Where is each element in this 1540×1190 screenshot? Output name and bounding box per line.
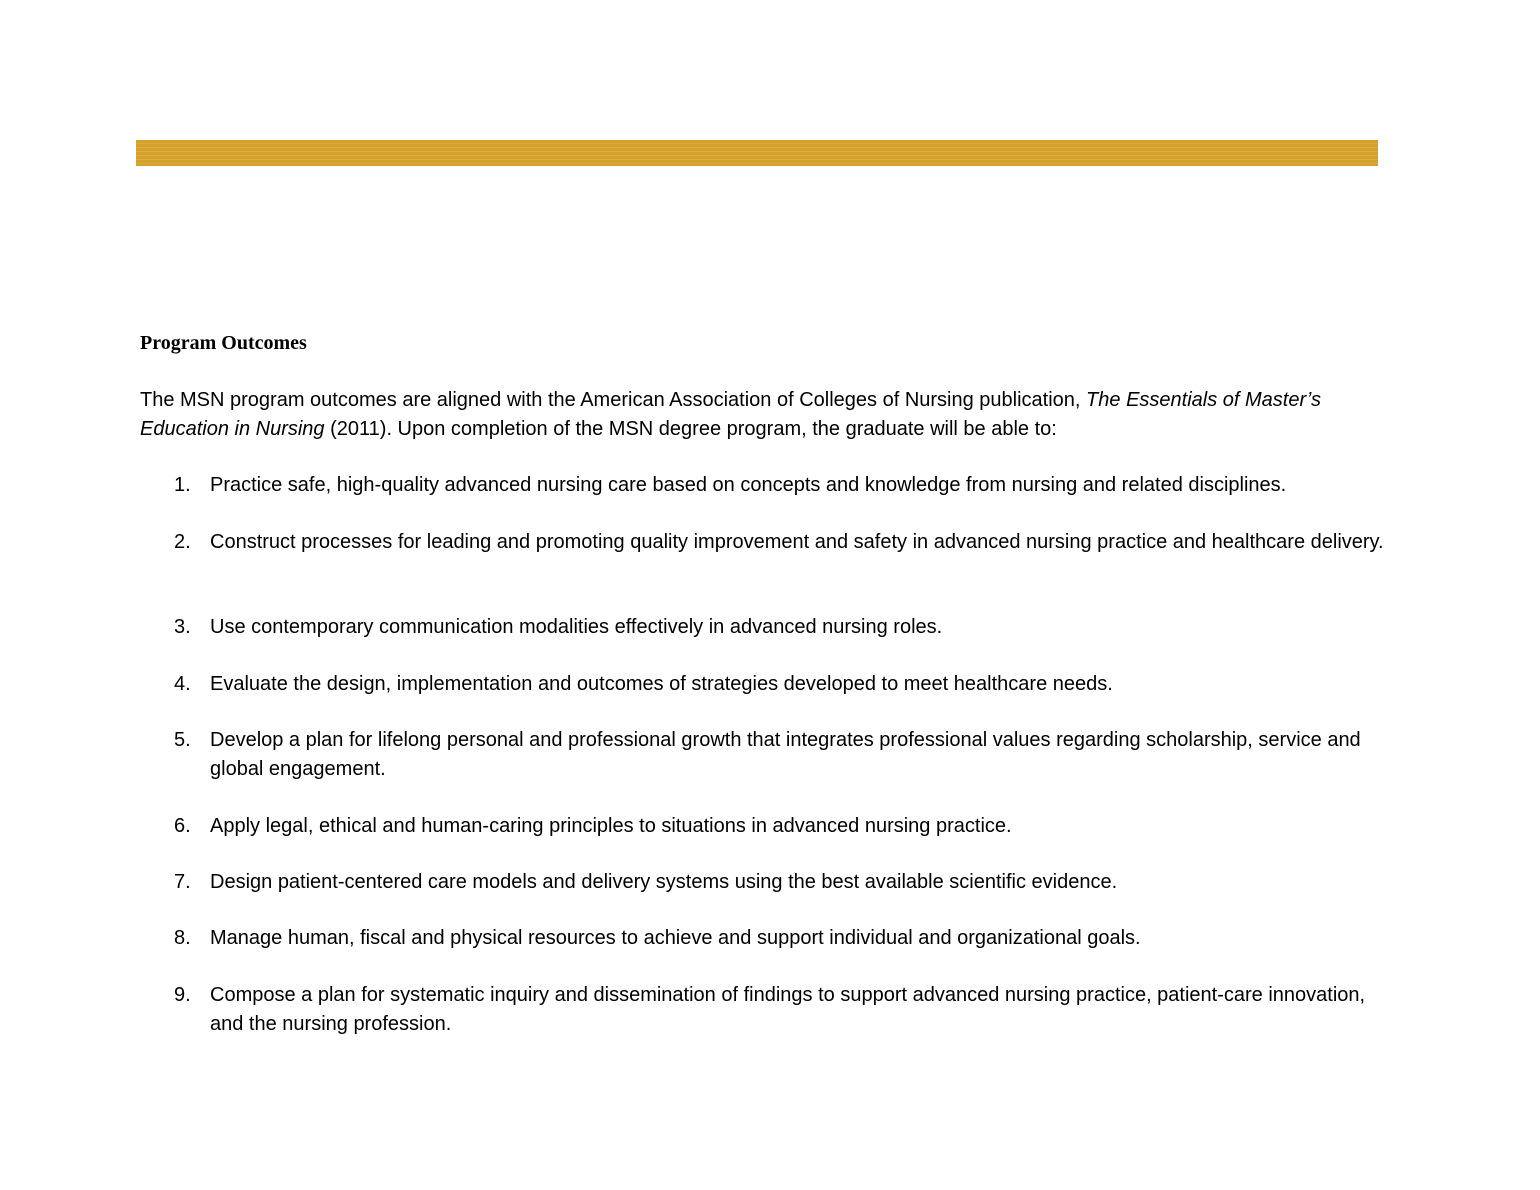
outcome-number: 9. (174, 984, 191, 1006)
outcome-number: 8. (174, 927, 191, 949)
intro-text-part2: (2011). Upon completion of the MSN degree program, the graduate will be able to: (324, 418, 1057, 440)
section-heading: Program Outcomes (140, 332, 307, 354)
outcome-text: Manage human, fiscal and physical resources to achieve and support individual and organizational goals. (210, 927, 1141, 949)
intro-publication-title: The Essentials of Master’s Education in Nursing (140, 389, 1321, 440)
outcome-number: 5. (174, 729, 191, 751)
intro-text-part1: The MSN program outcomes are aligned with the American Association of Colleges of Nursing publication, (140, 389, 1087, 411)
intro-paragraph (140, 386, 1390, 444)
outcome-text: Develop a plan for lifelong personal and professional growth that integrates professional values regarding scholarship, service and global engagement. (210, 729, 1361, 780)
outcome-text: Evaluate the design, implementation and outcomes of strategies developed to meet healthcare needs. (210, 673, 1113, 695)
outcome-number: 1. (174, 474, 191, 496)
outcome-number: 6. (174, 815, 191, 837)
outcome-number: 3. (174, 616, 191, 638)
outcome-number: 7. (174, 871, 191, 893)
outcome-text: Use contemporary communication modalities effectively in advanced nursing roles. (210, 616, 943, 638)
outcome-number: 4. (174, 673, 191, 695)
outcome-number: 2. (174, 531, 191, 553)
outcome-text: Construct processes for leading and promoting quality improvement and safety in advanced nursing practice and healthcare delivery. (210, 531, 1384, 553)
header-gold-bar (136, 140, 1378, 166)
outcome-text: Apply legal, ethical and human-caring principles to situations in advanced nursing practice. (210, 815, 1012, 837)
outcome-text: Practice safe, high-quality advanced nursing care based on concepts and knowledge from nursing and related disciplines. (210, 474, 1287, 496)
outcome-text: Design patient-centered care models and delivery systems using the best available scientific evidence. (210, 871, 1118, 893)
outcome-text: Compose a plan for systematic inquiry and dissemination of findings to support advanced nursing practice, patient-care innovation, and the nursing profession. (210, 984, 1366, 1035)
